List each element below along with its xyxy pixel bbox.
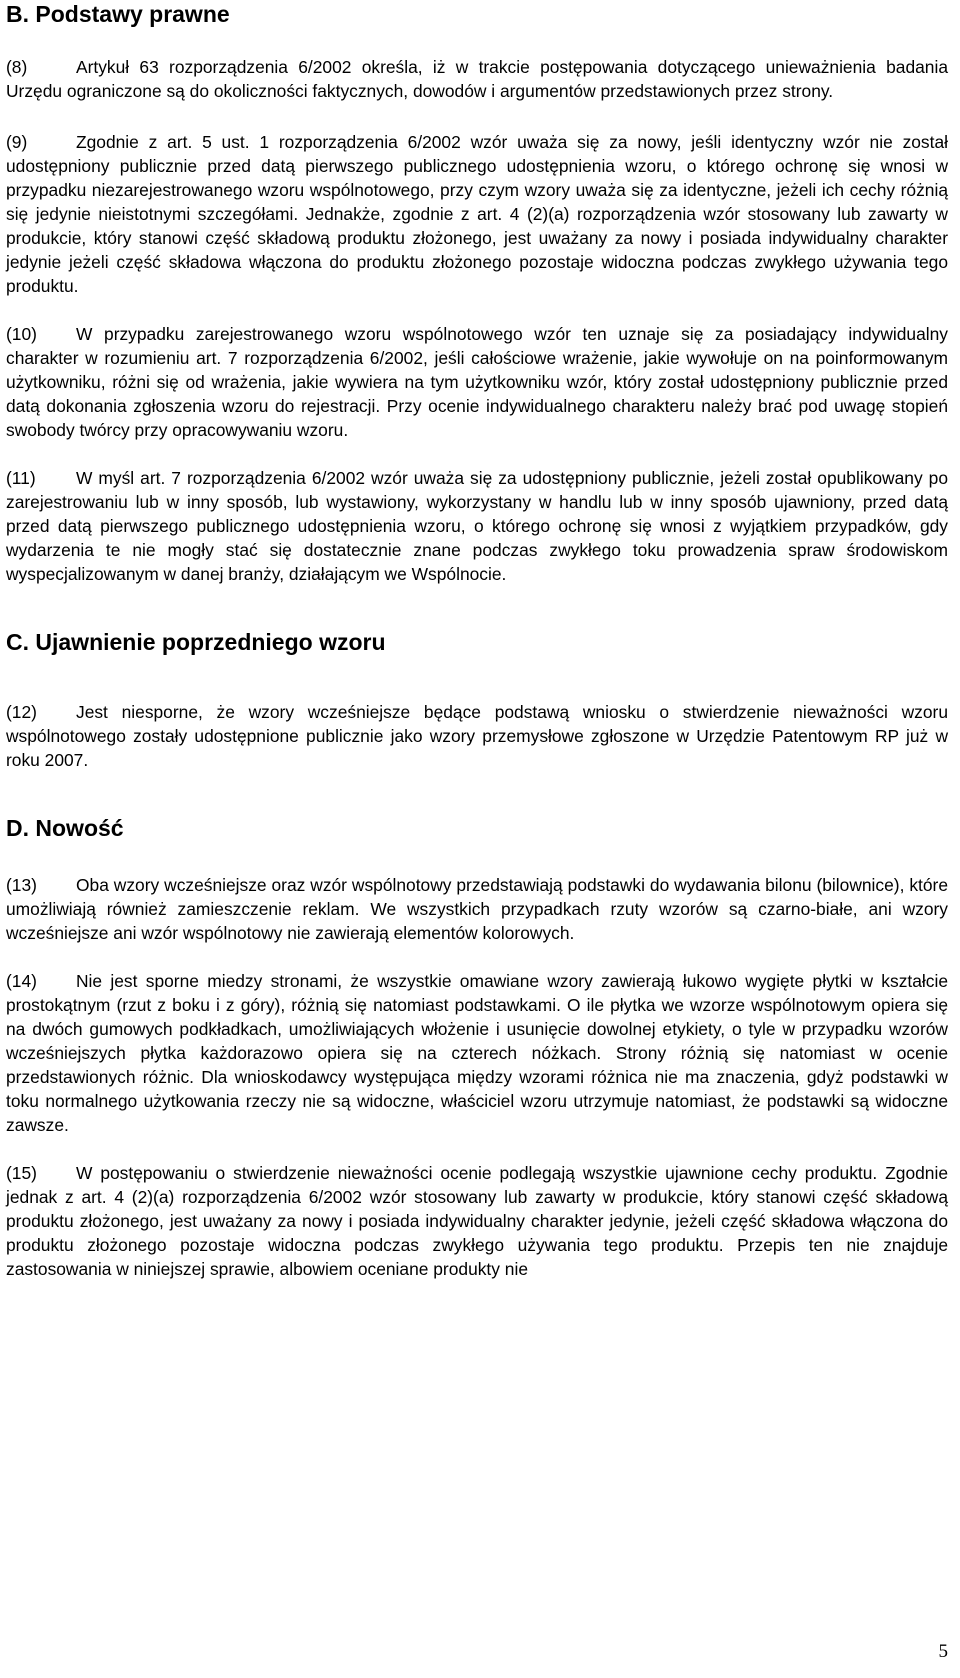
- paragraph-text: Artykuł 63 rozporządzenia 6/2002 określa, iż w trakcie postępowania dotyczącego unieważnienia badania Urzędu ograniczone są do okoliczności faktycznych, dowodów i argumentów przedstawionych przez strony.: [6, 57, 948, 101]
- paragraph-text: Nie jest sporne miedzy stronami, że wszystkie omawiane wzory zawierają łukowo wygięte płytki w kształcie prostokątnym (rzut z boku i z góry), różnią się natomiast podstawkami. O ile płytka we wzorze wspólnotowym opiera się na dwóch gumowych podkładkach, umożliwiających włożenie i usunięcie dowolnej etykiety, o tyle w przypadku wzorów wcześniejszych płytka każdorazowo opiera się na czterech nóżkach. Strony różnią się natomiast w ocenie przedstawionych różnic. Dla wnioskodawcy występująca między wzorami różnica nie ma znaczenia, gdyż podstawki w toku normalnego użytkowania rzeczy nie są widoczne, właściciel wzoru utrzymuje natomiast, że podstawki są widoczne zawsze.: [6, 971, 948, 1135]
- paragraph-number: (13): [6, 875, 37, 895]
- section-heading-d: D. Nowość: [6, 815, 124, 841]
- paragraph-15: [6, 1161, 948, 1281]
- document-page: [6, 0, 948, 1281]
- paragraph-number: (10): [6, 324, 37, 344]
- paragraph-8: [6, 55, 948, 103]
- paragraph-text: Zgodnie z art. 5 ust. 1 rozporządzenia 6/2002 wzór uważa się za nowy, jeśli identyczny wzór nie został udostępniony publicznie przed datą pierwszego publicznego udostępnienia wzoru, o którego ochronę się wnosi w przypadku niezarejestrowanego wzoru wspólnotowego, przy czym wzory uważa się za identyczne, jeżeli ich cechy różnią się jedynie nieistotnymi szczegółami. Jednakże, zgodnie z art. 4 (2)(a) rozporządzenia wzór stosowany lub zawarty w produkcie, który stanowi część składową produktu złożonego, jest uważany za nowy i posiada indywidualny charakter jedynie jeżeli część składowa włączona do produktu złożonego pozostaje widoczna podczas zwykłego używania tego produktu.: [6, 132, 948, 296]
- paragraph-13: [6, 873, 948, 945]
- paragraph-10: [6, 322, 948, 442]
- paragraph-12: [6, 700, 948, 772]
- paragraph-14: [6, 969, 948, 1137]
- paragraph-text: Oba wzory wcześniejsze oraz wzór wspólnotowy przedstawiają podstawki do wydawania bilonu (bilownice), które umożliwiają również zamieszczenie reklam. We wszystkich przypadkach rzuty wzorów są czarno-białe, ani wzory wcześniejsze ani wzór wspólnotowy nie zawierają elementów kolorowych.: [6, 875, 948, 943]
- paragraph-number: (15): [6, 1163, 37, 1183]
- paragraph-number: (8): [6, 57, 28, 77]
- paragraph-number: (12): [6, 702, 37, 722]
- page-number: 5: [938, 1641, 948, 1662]
- paragraph-text: Jest niesporne, że wzory wcześniejsze będące podstawą wniosku o stwierdzenie nieważności wzoru wspólnotowego zostały udostępnione publicznie jako wzory przemysłowe zgłoszone w Urzędzie Patentowym RP już w roku 2007.: [6, 702, 948, 770]
- paragraph-number: (9): [6, 132, 28, 152]
- paragraph-9: [6, 130, 948, 298]
- section-heading-c: C. Ujawnienie poprzedniego wzoru: [6, 629, 386, 655]
- section-heading-b: B. Podstawy prawne: [6, 1, 230, 27]
- paragraph-number: (11): [6, 468, 36, 488]
- paragraph-text: W myśl art. 7 rozporządzenia 6/2002 wzór uważa się za udostępniony publicznie, jeżeli został opublikowany po zarejestrowaniu lub w inny sposób, lub wystawiony, wykorzystany w handlu lub w inny sposób ujawniony, przed datą przed datą pierwszego publicznego udostępnienia wzoru, o którego ochronę się wnosi z wyjątkiem przypadków, gdy wydarzenia te nie mogły stać się dostatecznie znane podczas zwykłego toku prowadzenia spraw środowiskom wyspecjalizowanym w danej branży, działającym we Wspólnocie.: [6, 468, 948, 584]
- paragraph-text: W postępowaniu o stwierdzenie nieważności ocenie podlegają wszystkie ujawnione cechy produktu. Zgodnie jednak z art. 4 (2)(a) rozporządzenia 6/2002 wzór stosowany lub zawarty w produkcie, który stanowi część składową produktu złożonego, jest uważany za nowy i posiada indywidualny charakter jedynie, jeżeli część składowa włączona do produktu złożonego pozostaje widoczna podczas zwykłego używania tego produktu. Przepis ten nie znajduje zastosowania w niniejszej sprawie, albowiem oceniane produkty nie: [6, 1163, 948, 1279]
- paragraph-text: W przypadku zarejestrowanego wzoru wspólnotowego wzór ten uznaje się za posiadający indywidualny charakter w rozumieniu art. 7 rozporządzenia 6/2002, jeśli całościowe wrażenie, jakie wywołuje on na poinformowanym użytkowniku, różni się od wrażenia, jakie wywiera na tym użytkowniku wzór, który został udostępniony publicznie przed datą dokonania zgłoszenia wzoru do rejestracji. Przy ocenie indywidualnego charakteru należy brać pod uwagę stopień swobody twórcy przy opracowywaniu wzoru.: [6, 324, 948, 440]
- paragraph-number: (14): [6, 971, 37, 991]
- paragraph-11: [6, 466, 948, 586]
